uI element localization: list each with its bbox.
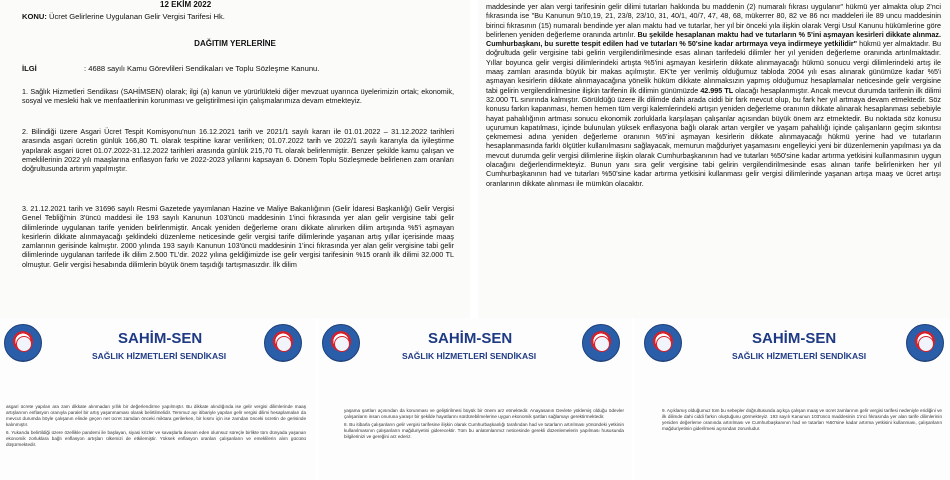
continuation-text (486, 2, 941, 188)
distribution-heading: DAĞITIM YERLERİNE (194, 39, 276, 48)
mini-page-text (662, 408, 942, 434)
mini-paragraph: 9. Açıklamış olduğumuz tüm bu sebepler doğrultusunda açıkça çalışan maaş ve ücret zamlarının gelir vergisi tarifesi nedeniyle eridiğini ve ilk dilimde dahi ciddi farkın oluştuğunu görmekteyiz. 193 sayılı Kanunun 103'üncü maddesinin 1'inci fıkrasında yer alan tarife dilimlerinin yeniden değerleme oranında artırılması ve Cumhurbaşkanının had ve tutarları %50'sine kadar artırma yetkisini kullanması, çalışanların mağduriyetinin giderilmesi açısından zorunludur. (662, 408, 942, 431)
brand-subtitle: SAĞLIK HİZMETLERİ SENDİKASI (92, 351, 227, 361)
continuation-part-c: olacağı hesaplanmıştır. Ancak mevcut durumda tarifenin ilk dilimi 32.000 TL sınırında kalmıştır. Görüldüğü üzere ilk dilimde dahi arada ciddi bir fark mevcut olup, bu fark her yıl artmaya devam etmektedir. Söz konusu farkın kapanması, hemen hemen tüm vergi kalemlerindeki artışın yeniden değerleme oranının dikkate alınarak hesaplanması sebebiyle hayat pahalılığının artması sonucu ekonomik zorluklarla karşılaşan çalışanlar açısından büyük önem arz etmektedir. Bu noktada söz konusu uçurumun kapatılması, içinde bulunulan yüksek enflasyona bağlı olarak artan vergiler ve yaşam pahalılığı içinde çalışanların geçim sıkıntısı çekmemesi adına yeniden değerleme oranının %5'ini aşmayan kesirlerin dikkate alınmayacağı hükmü yerine had ve tutarların hesaplanmasında farklı ölçütler kullanılmasını sağlayacak, memurun mağduriyet yaşamasını engelleyici yeni bir düzenlemenin yapılması ya da mevcut durumda gelir vergisi dilimlerine ilişkin olarak Cumhurbaşkanının had ve tutarları %50'sine kadar artırma yetkisini kullanmasının uygun olacağını değerlendirmekteyiz. Bunun yanı sıra gelir vergisine tabi gelirin vergilendirilmesinde esas alınan tarife belirlenirken her yıl Cumhurbaşkanının had ve tutarları %50'sine kadar artırma yetkisini kullanması gelir vergisi dilimlerinde yaşanan artışa maaş ve ücret artışı oranlarının dikkate alınması ile mümkün olacaktır. (486, 85, 942, 188)
mini-paragraph: yaşama şartları açısından da korunması ve geliştirilmesi büyük bir önem arz etmektedir. Anayasanın Devlete yüklemiş olduğu ödevler çalışanların insan onuruna yaraşır bir şekilde hayatlarını sürdürebilmelerine uygun ekonomik şartları sağlamayı gerektirmektedir. (344, 408, 624, 419)
brand-name: SAHİM-SEN (752, 330, 837, 347)
letter-subject (22, 12, 462, 21)
reference-label: İLGİ (22, 64, 37, 73)
letter-page-2 (478, 0, 950, 318)
letterhead-page-1 (0, 318, 316, 480)
mini-paragraph: 6. Yukarıda belirtildiği üzere özellikle pandemi ile başlayan, siyasi krizler ve savaşlarla devam eden olumsuz süreçle birlikte tüm dünyada yaşanan ekonomik zorluklara bağlı enflasyon artışları ülkemizi de etkilemiştir. Yüksek enflasyon oranları çalışanların ve emeklilerin alım gücünü düşürmektedir. (6, 430, 306, 447)
continuation-bold-clause: Bu şekilde hesaplanan maktu had ve tutarların % 5'ini aşmayan kesirleri dikkate alınmaz. Cumhurbaşkanı, bu surette tespit edilen had ve tutarları % 50'sine kadar artırmaya veya indirmeye yetkilidir" (486, 29, 942, 49)
brand-subtitle: SAĞLIK HİZMETLERİ SENDİKASI (732, 351, 867, 361)
union-logo-icon (322, 324, 360, 362)
brand-name: SAHİM-SEN (428, 330, 513, 347)
paragraph-1: 1. Sağlık Hizmetleri Sendikası (SAHİMSEN) olarak; ilgi (a) kanun ve yürürlükteki diğer mevzuat uyarınca üyelerimizin ortak; ekonomik, sosyal ve mesleki hak ve menfaatlerinin korunması ve geliştirilmesi için çalışmalarımıza devam etmekteyiz. (22, 87, 454, 106)
mini-paragraph: asgari ücrete yapılan ara zam dikkate alınmadan yıllık bir değerlendirme yapılmıştır. Bu dikkate alındığında ise gelir vergisi dilimlerinde maaş artışlarının enflasyon oranıyla paralel bir artış yaşanmaması olarak belirtilmelidir. Temmuz ayı itibariyle yapılan gelir vergisi dilimi hesaplamaları da mevcut durumda böyle çalışanın elinde geçen net ücret zamdan önceki miktara gerilerken, bir kısmı için ise zamdan önceki ücretin de gerisinde kalınmıştır. (6, 404, 306, 427)
brand-name: SAHİM-SEN (118, 330, 203, 347)
reference-text: : 4688 sayılı Kamu Görevlileri Sendikaları ve Toplu Sözleşme Kanunu. (84, 64, 320, 73)
paragraph-3: 3. 21.12.2021 tarih ve 31696 sayılı Resmi Gazetede yayımlanan Hazine ve Maliye Bakanlığının (Gelir İdaresi Başkanlığı) Gelir Vergisi Genel Tebliği'nin 3'üncü maddesi ile 193 sayılı Kanunun 103'üncü maddesinin 1'inci fıkrasında yer alan gelir vergisine tabi gelir dilimlerinde uygulanan tarife yeniden belirlenmiştir. Ancak yeniden değerleme oranı dikkate alınırken dilim artışında %5'i aşmayan kesirlerin dikkate alınmayacağı şeklindeki düzenleme neticesinde gelir vergisi tarife dilimlerinde yaşanan artış yıllar içerisinde maaş zamlarının gerisinde kalmıştır. 2000 yılında 193 sayılı Kanunun 103'üncü maddesinin 1'inci fıkrasında yer alan gelir vergisine tabi gelir dilimlerinde uygulanan tarifede ilk dilim 2.500 TL'dir. 2022 yılına geldiğimizde ise gelir vergisi tarifesinin %15 oranlı ilk dilimi 32.000 TL olmuştur. Gelir vergisi hesabında dilimlerin büyük önem taşıdığı tartışmasızdır. İlk dilim (22, 204, 454, 269)
highlight-amount: 42.995 TL (700, 85, 734, 95)
paragraph-2: 2. Bilindiği üzere Asgari Ücret Tespit Komisyonu'nun 16.12.2021 tarih ve 2021/1 sayılı kararı ile 01.01.2022 – 31.12.2022 tarihleri arasında asgari ücretin günlük 166,80 TL olarak tespitine karar verilirken; 01.07.2022 tarih ve 2022/1 sayılı kararıyla da iyileştirme yapılarak asgari ücret 01.07.2022-31.12.2022 tarihleri arasında günlük 215,70 TL olarak belirlenmiştir. Benzer şekilde kamu çalışan ve emeklilerinin 2022 yılı maaşlarına enflasyon farkı ve 2022-2023 yıllarını kapsayan 6. Dönem Toplu Sözleşmede belirlenen zam oranları doğrultusunda artırım yapılmıştır. (22, 127, 454, 174)
subject-label: KONU: (22, 12, 47, 21)
continuation-part-a: maddesinde yer alan vergi tarifesinin gelir dilimi tutarları hakkında bu maddenin (2) numaralı fıkrası uygulanır" hükmü yer almakta olup 2'nci fıkrasında ise "Bu Kanunun 9/10,19, 21, 23/8, 23/10, 31, 40/1, 40/7, 47, 48, 68, mükerrer 80, 82 ve 86 ncı maddeleri ile 89 uncu maddesinin birinci fıkrasının (15) numaralı bendinde yer alan maktu had ve tutarlar, her yıl bir önceki yıla ilişkin olarak Vergi Usul Kanunu hükümlerine göre belirlenen yeniden değerleme oranında artırılır. (486, 2, 941, 39)
mini-paragraph: 8. Bu itibarla çalışanların gelir vergisi tarifesine ilişkin olarak Cumhurbaşkanlığı tarafından had ve tutarların artırılması yönündeki yetkinin kullanılmasının çalışanların mağduriyetini giderecektir. Tüm bu anlatımlarımız neticesinde gerekli düzenlemelerin yapılması hususunda bilgilerinizi ve gereğini arz ederiz. (344, 422, 624, 439)
union-logo-icon (582, 324, 620, 362)
letterhead-strip (0, 318, 950, 480)
brand-subtitle: SAĞLIK HİZMETLERİ SENDİKASI (402, 351, 537, 361)
subject-text: Ücret Gelirlerine Uygulanan Gelir Vergisi Tarifesi Hk. (49, 12, 225, 21)
letterhead-page-2 (318, 318, 632, 480)
union-logo-icon (644, 324, 682, 362)
continuation-part-b: hükmü yer almaktadır. Bu doğrultuda gelir vergisine tabi gelirin vergilendirilmesinde esas alınan tarifedeki dilimler her yıl yeniden değerleme oranında artırılmaktadır. Yıllar boyunca gelir vergisi dilimlerindeki artışta %5'ini aşmayan kesirlerin dikkate alınmayacağı hükmü sonucu vergi dilimlerindeki artış ile maaş zamları arasında büyük bir makas açılmıştır. EK'te yer verilmiş olduğumuz tabloda 2004 yılı esas alınarak günümüze kadar %5'i aşmayan kesirlerin dikkate alınmayacağına yönelik hüküm dikkate alınmaksızın yapmış olduğumuz hesaplamalar neticesinde gelir vergisine tabi gelirin vergilendirilmesine ilişkin tarifenin ilk dilimin günümüzde (486, 39, 941, 95)
letter-page-1 (0, 0, 470, 318)
letterhead-page-3 (634, 318, 950, 480)
letter-date: 12 EKİM 2022 (160, 0, 212, 9)
union-logo-icon (906, 324, 944, 362)
letter-reference (22, 64, 462, 73)
mini-page-text (344, 408, 624, 442)
union-logo-icon (4, 324, 42, 362)
mini-page-text (6, 404, 306, 450)
union-logo-icon (264, 324, 302, 362)
